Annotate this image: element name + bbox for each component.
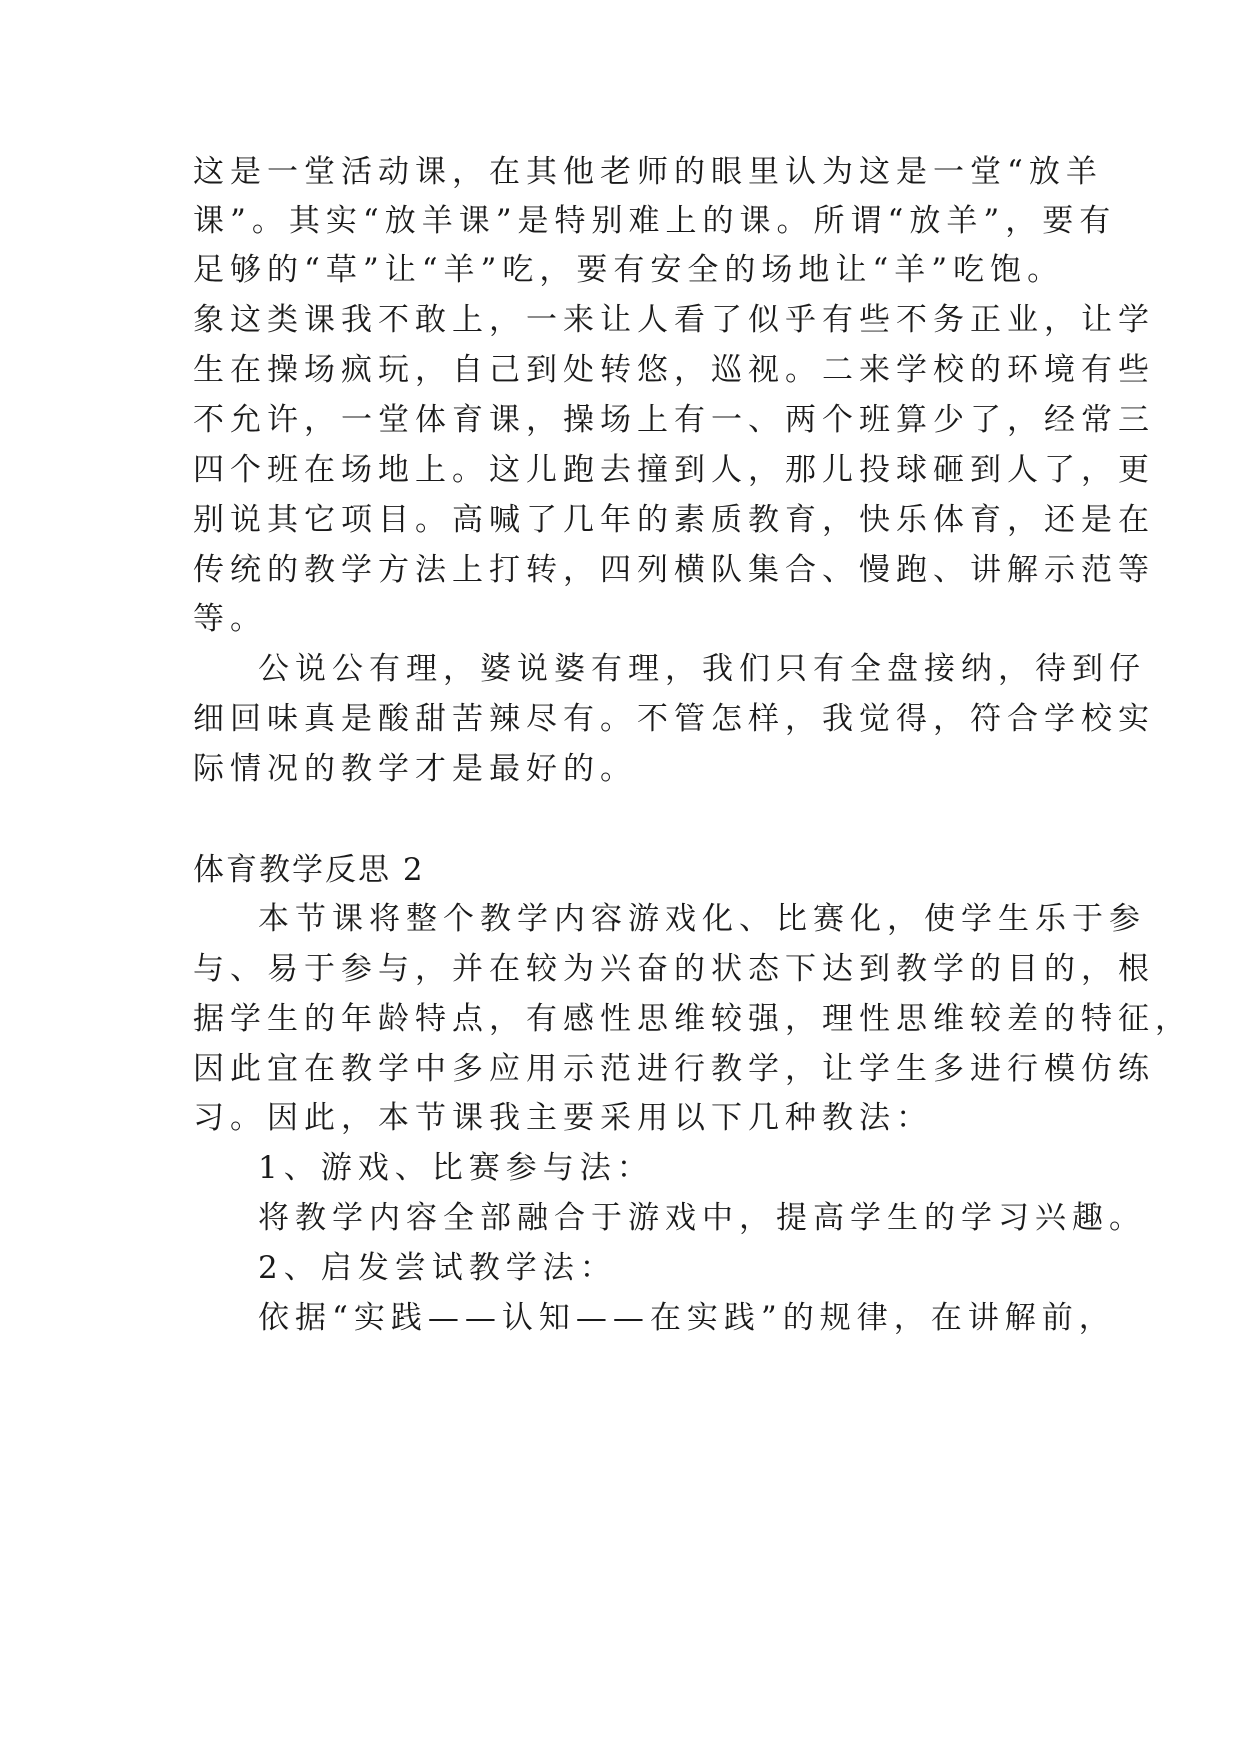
section-title: 体育教学反思 2 — [193, 852, 425, 888]
method-title: 2、启发尝试教学法： — [258, 1250, 617, 1286]
text-line: 公说公有理，婆说婆有理，我们只有全盘接纳，待到仔 — [258, 651, 1146, 687]
text-line: 据学生的年龄特点，有感性思维较强，理性思维较差的特征， — [193, 1001, 1192, 1037]
text-line: 不允许，一堂体育课，操场上有一、两个班算少了，经常三 — [193, 402, 1155, 438]
text-line: 因此宜在教学中多应用示范进行教学，让学生多进行模仿练 — [193, 1051, 1155, 1087]
text-line: 等。 — [193, 601, 267, 637]
text-line: 本节课将整个教学内容游戏化、比赛化，使学生乐于参 — [258, 901, 1146, 937]
text-line: 课”。其实“放羊课”是特别难上的课。所谓“放羊”，要有 — [193, 203, 1117, 239]
text-line: 足够的“草”让“羊”吃，要有安全的场地让“羊”吃饱。 — [193, 252, 1065, 288]
text-line: 这是一堂活动课，在其他老师的眼里认为这是一堂“放羊 — [193, 154, 1103, 190]
text-line: 细回味真是酸甜苦辣尽有。不管怎样，我觉得，符合学校实 — [193, 701, 1155, 737]
method-text: 将教学内容全部融合于游戏中，提高学生的学习兴趣。 — [258, 1200, 1146, 1236]
text-line: 生在操场疯玩，自己到处转悠，巡视。二来学校的环境有些 — [193, 352, 1155, 388]
method-text: 依据“实践——认知——在实践”的规律，在讲解前， — [258, 1300, 1116, 1336]
text-line: 别说其它项目。高喊了几年的素质教育，快乐体育，还是在 — [193, 502, 1155, 538]
text-line: 际情况的教学才是最好的。 — [193, 751, 637, 787]
text-line: 与、易于参与，并在较为兴奋的状态下达到教学的目的，根 — [193, 951, 1155, 987]
text-line: 象这类课我不敢上，一来让人看了似乎有些不务正业，让学 — [193, 302, 1155, 338]
text-line: 传统的教学方法上打转，四列横队集合、慢跑、讲解示范等 — [193, 552, 1155, 588]
method-title: 1、游戏、比赛参与法： — [258, 1150, 654, 1186]
text-line: 四个班在场地上。这儿跑去撞到人，那儿投球砸到人了，更 — [193, 452, 1155, 488]
text-line: 习。因此，本节课我主要采用以下几种教法： — [193, 1100, 933, 1136]
